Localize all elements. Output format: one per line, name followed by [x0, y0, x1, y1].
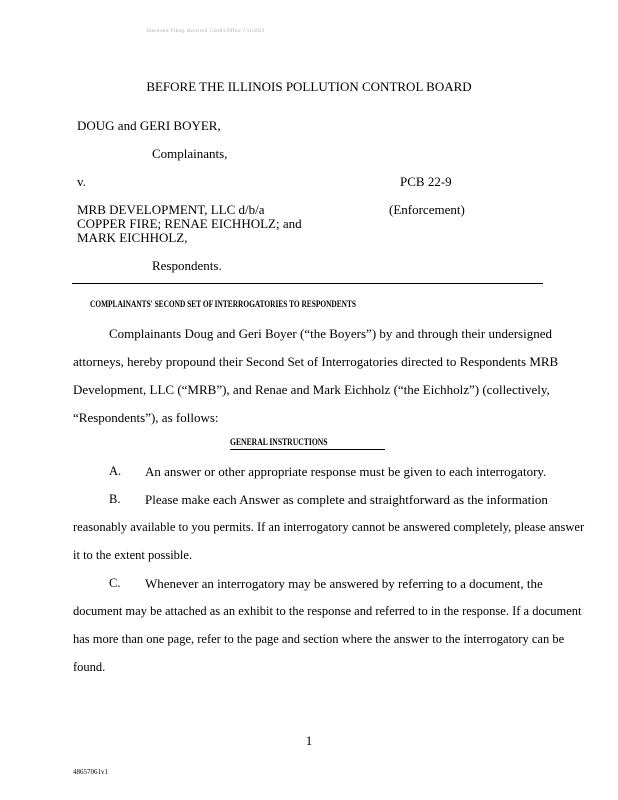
caption-divider: [72, 283, 543, 284]
versus: v.: [77, 174, 86, 189]
item-c-letter: C.: [109, 576, 121, 590]
document-id: 48657061v1: [73, 768, 108, 776]
item-a-text: An answer or other appropriate response must be given to each interrogatory.: [145, 464, 547, 479]
enforcement-label: (Enforcement): [389, 202, 465, 217]
case-number: PCB 22-9: [400, 174, 452, 189]
complainants-names: DOUG and GERI BOYER,: [77, 118, 221, 133]
filing-stamp: Electronic Filing: Received, Clerk's Office 7/11/2023: [147, 29, 265, 34]
respondents-line-2: COPPER FIRE; RENAE EICHHOLZ; and: [77, 216, 302, 231]
item-b-first-line: Please make each Answer as complete and straightforward as the information: [145, 492, 548, 507]
complainants-label: Complainants,: [152, 146, 228, 161]
intro-line-3: Development, LLC (“MRB”), and Renae and Mark Eichholz (“the Eichholz”) (collectively,: [73, 382, 550, 397]
document-title: COMPLAINANTS' SECOND SET OF INTERROGATORIES TO RESPONDENTS: [90, 299, 357, 309]
intro-line-2: attorneys, hereby propound their Second Set of Interrogatories directed to Respondents MRB: [73, 354, 559, 369]
item-b-continuation: reasonably available to you permits. If an interrogatory cannot be answered completely, please answer it to the extent possible.: [73, 520, 585, 562]
item-b-letter: B.: [109, 492, 121, 506]
item-c-first-line: Whenever an interrogatory may be answered by referring to a document, the: [145, 576, 543, 591]
heading-underline: [230, 449, 385, 450]
intro-line-4: “Respondents”), as follows:: [73, 410, 219, 425]
general-instructions-text: GENERAL INSTRUCTIONS: [230, 437, 328, 447]
court-title: BEFORE THE ILLINOIS POLLUTION CONTROL BOARD: [146, 79, 472, 94]
respondents-label: Respondents.: [152, 258, 222, 273]
item-a-letter: A.: [109, 464, 122, 478]
respondents-line-1: MRB DEVELOPMENT, LLC d/b/a: [77, 202, 265, 217]
respondents-line-3: MARK EICHHOLZ,: [77, 230, 188, 245]
item-c-continuation: document may be attached as an exhibit to the response and referred to in the response. If a document has more than one page, refer to the page and section where the answer to the interrogatory can be found.: [73, 604, 582, 674]
intro-line-1: Complainants Doug and Geri Boyer (“the Boyers”) by and through their undersigned: [109, 326, 552, 341]
general-instructions-heading: [230, 437, 345, 447]
page-number: 1: [305, 733, 313, 748]
